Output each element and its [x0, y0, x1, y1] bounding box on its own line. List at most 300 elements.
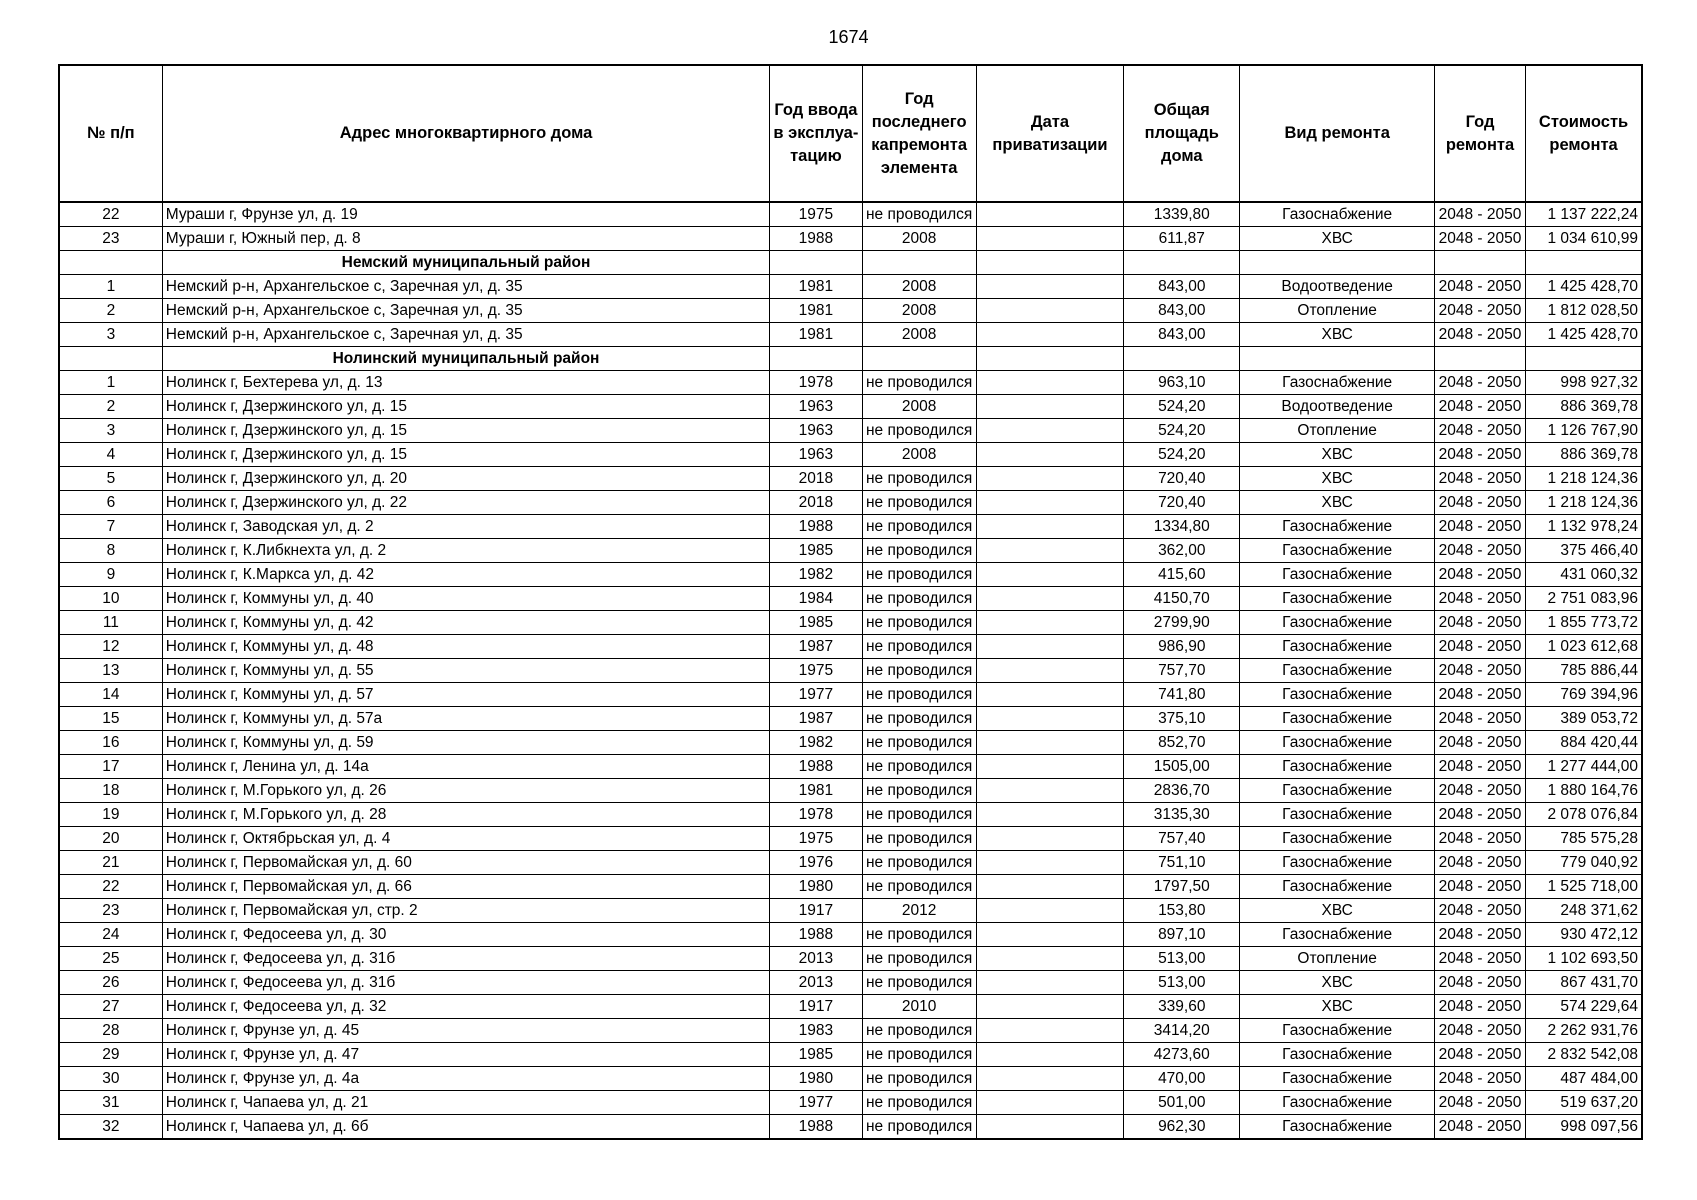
section-title: Нолинский муниципальный район: [162, 347, 770, 371]
cell-area: 1339,80: [1124, 202, 1240, 227]
cell-year-built: 1987: [770, 707, 862, 731]
cell-cost: 1 855 773,72: [1526, 611, 1642, 635]
cell-address: Нолинск г, Первомайская ул, стр. 2: [162, 899, 770, 923]
cell-privatization: [976, 539, 1123, 563]
table-row: [59, 515, 1642, 539]
empty-cell: [59, 251, 162, 275]
cell-privatization: [976, 275, 1123, 299]
cell-privatization: [976, 491, 1123, 515]
cell-num: 20: [59, 827, 162, 851]
cell-num: 8: [59, 539, 162, 563]
cell-repair-year: 2048 - 2050: [1434, 827, 1525, 851]
cell-privatization: [976, 395, 1123, 419]
cell-cost: 2 832 542,08: [1526, 1043, 1642, 1067]
cell-cost: 431 060,32: [1526, 563, 1642, 587]
cell-cost: 1 218 124,36: [1526, 491, 1642, 515]
cell-repair-year: 2048 - 2050: [1434, 659, 1525, 683]
table-row: [59, 707, 1642, 731]
cell-repair-year: 2048 - 2050: [1434, 635, 1525, 659]
cell-year-built: 1985: [770, 611, 862, 635]
empty-cell: [770, 347, 862, 371]
cell-repair-type: Газоснабжение: [1240, 707, 1434, 731]
cell-area: 375,10: [1124, 707, 1240, 731]
cell-last-repair: не проводился: [862, 1043, 976, 1067]
cell-repair-year: 2048 - 2050: [1434, 227, 1525, 251]
cell-repair-year: 2048 - 2050: [1434, 851, 1525, 875]
header-address: Адрес многоквартирного дома: [162, 65, 770, 202]
table-row: [59, 731, 1642, 755]
cell-year-built: 1978: [770, 803, 862, 827]
cell-num: 31: [59, 1091, 162, 1115]
cell-area: 741,80: [1124, 683, 1240, 707]
cell-repair-type: ХВС: [1240, 995, 1434, 1019]
cell-num: 22: [59, 202, 162, 227]
cell-repair-type: Газоснабжение: [1240, 683, 1434, 707]
cell-repair-type: Отопление: [1240, 419, 1434, 443]
cell-area: 524,20: [1124, 443, 1240, 467]
cell-privatization: [976, 635, 1123, 659]
cell-last-repair: не проводился: [862, 515, 976, 539]
cell-cost: 886 369,78: [1526, 443, 1642, 467]
cell-address: Нолинск г, Дзержинского ул, д. 15: [162, 395, 770, 419]
cell-area: 4273,60: [1124, 1043, 1240, 1067]
cell-address: Нолинск г, Федосеева ул, д. 30: [162, 923, 770, 947]
cell-cost: 389 053,72: [1526, 707, 1642, 731]
cell-area: 362,00: [1124, 539, 1240, 563]
cell-cost: 769 394,96: [1526, 683, 1642, 707]
cell-num: 28: [59, 1019, 162, 1043]
cell-last-repair: не проводился: [862, 467, 976, 491]
cell-num: 14: [59, 683, 162, 707]
cell-num: 19: [59, 803, 162, 827]
cell-privatization: [976, 899, 1123, 923]
cell-year-built: 1985: [770, 539, 862, 563]
table-row: [59, 635, 1642, 659]
cell-area: 415,60: [1124, 563, 1240, 587]
cell-year-built: 2018: [770, 467, 862, 491]
table-row: [59, 659, 1642, 683]
cell-area: 720,40: [1124, 491, 1240, 515]
cell-last-repair: 2008: [862, 275, 976, 299]
empty-cell: [1526, 251, 1642, 275]
cell-repair-type: Газоснабжение: [1240, 202, 1434, 227]
cell-num: 12: [59, 635, 162, 659]
cell-repair-type: ХВС: [1240, 467, 1434, 491]
cell-area: 339,60: [1124, 995, 1240, 1019]
cell-privatization: [976, 779, 1123, 803]
cell-num: 3: [59, 323, 162, 347]
cell-num: 21: [59, 851, 162, 875]
table-row: [59, 443, 1642, 467]
empty-cell: [1240, 251, 1434, 275]
cell-privatization: [976, 827, 1123, 851]
cell-address: Нолинск г, Заводская ул, д. 2: [162, 515, 770, 539]
cell-last-repair: не проводился: [862, 371, 976, 395]
cell-repair-type: Газоснабжение: [1240, 1115, 1434, 1140]
cell-privatization: [976, 995, 1123, 1019]
cell-last-repair: не проводился: [862, 635, 976, 659]
table-row: [59, 923, 1642, 947]
cell-last-repair: не проводился: [862, 851, 976, 875]
cell-year-built: 1963: [770, 443, 862, 467]
cell-repair-year: 2048 - 2050: [1434, 515, 1525, 539]
cell-privatization: [976, 707, 1123, 731]
cell-num: 25: [59, 947, 162, 971]
cell-year-built: 1985: [770, 1043, 862, 1067]
cell-num: 26: [59, 971, 162, 995]
cell-repair-type: Газоснабжение: [1240, 539, 1434, 563]
cell-repair-type: Газоснабжение: [1240, 875, 1434, 899]
table-row: [59, 563, 1642, 587]
empty-cell: [1434, 251, 1525, 275]
cell-last-repair: не проводился: [862, 1115, 976, 1140]
cell-repair-type: Газоснабжение: [1240, 1091, 1434, 1115]
cell-last-repair: не проводился: [862, 707, 976, 731]
cell-privatization: [976, 371, 1123, 395]
header-area: Общая площадь дома: [1124, 65, 1240, 202]
cell-address: Нолинск г, Коммуны ул, д. 57а: [162, 707, 770, 731]
cell-year-built: 1982: [770, 563, 862, 587]
cell-repair-type: Газоснабжение: [1240, 1043, 1434, 1067]
cell-repair-type: ХВС: [1240, 443, 1434, 467]
table-row: [59, 683, 1642, 707]
cell-year-built: 1975: [770, 827, 862, 851]
table-row: [59, 899, 1642, 923]
cell-year-built: 1988: [770, 923, 862, 947]
table-row: [59, 1091, 1642, 1115]
table-row: [59, 539, 1642, 563]
cell-last-repair: не проводился: [862, 611, 976, 635]
cell-address: Нолинск г, Дзержинского ул, д. 20: [162, 467, 770, 491]
cell-cost: 1 425 428,70: [1526, 323, 1642, 347]
table-row: [59, 419, 1642, 443]
cell-last-repair: 2012: [862, 899, 976, 923]
section-row: [59, 347, 1642, 371]
cell-address: Немский р-н, Архангельское с, Заречная ул, д. 35: [162, 275, 770, 299]
empty-cell: [862, 251, 976, 275]
cell-last-repair: не проводился: [862, 683, 976, 707]
cell-num: 13: [59, 659, 162, 683]
cell-repair-type: Водоотведение: [1240, 275, 1434, 299]
cell-num: 2: [59, 299, 162, 323]
cell-cost: 884 420,44: [1526, 731, 1642, 755]
cell-area: 897,10: [1124, 923, 1240, 947]
cell-year-built: 2018: [770, 491, 862, 515]
cell-area: 1334,80: [1124, 515, 1240, 539]
cell-cost: 487 484,00: [1526, 1067, 1642, 1091]
cell-num: 17: [59, 755, 162, 779]
cell-cost: 2 078 076,84: [1526, 803, 1642, 827]
cell-repair-type: ХВС: [1240, 971, 1434, 995]
cell-address: Нолинск г, Коммуны ул, д. 42: [162, 611, 770, 635]
cell-year-built: 1981: [770, 275, 862, 299]
cell-year-built: 1963: [770, 419, 862, 443]
cell-year-built: 1975: [770, 659, 862, 683]
empty-cell: [976, 347, 1123, 371]
cell-year-built: 1982: [770, 731, 862, 755]
table-row: [59, 202, 1642, 227]
cell-privatization: [976, 202, 1123, 227]
cell-repair-type: Газоснабжение: [1240, 635, 1434, 659]
cell-address: Нолинск г, Коммуны ул, д. 59: [162, 731, 770, 755]
cell-year-built: 1988: [770, 755, 862, 779]
cell-address: Нолинск г, М.Горького ул, д. 26: [162, 779, 770, 803]
cell-num: 9: [59, 563, 162, 587]
cell-repair-type: Газоснабжение: [1240, 371, 1434, 395]
cell-area: 843,00: [1124, 275, 1240, 299]
table-header: [59, 65, 1642, 202]
cell-privatization: [976, 563, 1123, 587]
table-row: [59, 971, 1642, 995]
cell-address: Нолинск г, Ленина ул, д. 14а: [162, 755, 770, 779]
table-row: [59, 875, 1642, 899]
cell-repair-year: 2048 - 2050: [1434, 419, 1525, 443]
cell-repair-type: Газоснабжение: [1240, 755, 1434, 779]
cell-area: 513,00: [1124, 947, 1240, 971]
cell-num: 22: [59, 875, 162, 899]
cell-repair-year: 2048 - 2050: [1434, 1091, 1525, 1115]
empty-cell: [1434, 347, 1525, 371]
cell-cost: 1 126 767,90: [1526, 419, 1642, 443]
table-row: [59, 611, 1642, 635]
cell-privatization: [976, 875, 1123, 899]
cell-last-repair: 2008: [862, 443, 976, 467]
table-row: [59, 755, 1642, 779]
cell-num: 24: [59, 923, 162, 947]
cell-year-built: 1975: [770, 202, 862, 227]
cell-privatization: [976, 467, 1123, 491]
cell-area: 3414,20: [1124, 1019, 1240, 1043]
cell-cost: 1 525 718,00: [1526, 875, 1642, 899]
cell-year-built: 1977: [770, 683, 862, 707]
cell-year-built: 1983: [770, 1019, 862, 1043]
cell-privatization: [976, 515, 1123, 539]
table-row: [59, 779, 1642, 803]
cell-address: Немский р-н, Архангельское с, Заречная ул, д. 35: [162, 299, 770, 323]
table-row: [59, 851, 1642, 875]
repair-table: [58, 64, 1643, 1140]
cell-cost: 2 751 083,96: [1526, 587, 1642, 611]
cell-area: 153,80: [1124, 899, 1240, 923]
cell-num: 23: [59, 899, 162, 923]
cell-year-built: 1988: [770, 515, 862, 539]
cell-cost: 1 132 978,24: [1526, 515, 1642, 539]
cell-repair-year: 2048 - 2050: [1434, 995, 1525, 1019]
cell-year-built: 1981: [770, 299, 862, 323]
cell-num: 1: [59, 371, 162, 395]
cell-cost: 248 371,62: [1526, 899, 1642, 923]
cell-privatization: [976, 299, 1123, 323]
cell-privatization: [976, 947, 1123, 971]
cell-last-repair: не проводился: [862, 563, 976, 587]
cell-last-repair: не проводился: [862, 1091, 976, 1115]
table-row: [59, 491, 1642, 515]
cell-address: Нолинск г, Дзержинского ул, д. 15: [162, 443, 770, 467]
cell-cost: 1 277 444,00: [1526, 755, 1642, 779]
cell-address: Нолинск г, Федосеева ул, д. 31б: [162, 947, 770, 971]
cell-repair-type: Газоснабжение: [1240, 515, 1434, 539]
cell-area: 3135,30: [1124, 803, 1240, 827]
table-row: [59, 995, 1642, 1019]
cell-num: 18: [59, 779, 162, 803]
cell-repair-year: 2048 - 2050: [1434, 803, 1525, 827]
cell-cost: 1 218 124,36: [1526, 467, 1642, 491]
cell-repair-year: 2048 - 2050: [1434, 467, 1525, 491]
cell-repair-type: Газоснабжение: [1240, 1019, 1434, 1043]
header-year-built: Год ввода в эксплуа-тацию: [770, 65, 862, 202]
table-row: [59, 1115, 1642, 1140]
cell-repair-type: Отопление: [1240, 299, 1434, 323]
cell-privatization: [976, 419, 1123, 443]
cell-privatization: [976, 683, 1123, 707]
cell-repair-year: 2048 - 2050: [1434, 755, 1525, 779]
cell-repair-year: 2048 - 2050: [1434, 563, 1525, 587]
cell-repair-year: 2048 - 2050: [1434, 779, 1525, 803]
cell-last-repair: не проводился: [862, 731, 976, 755]
table-row: [59, 1043, 1642, 1067]
cell-repair-type: Газоснабжение: [1240, 851, 1434, 875]
cell-address: Немский р-н, Архангельское с, Заречная ул, д. 35: [162, 323, 770, 347]
cell-year-built: 1987: [770, 635, 862, 659]
cell-repair-type: ХВС: [1240, 323, 1434, 347]
cell-repair-type: Водоотведение: [1240, 395, 1434, 419]
cell-address: Нолинск г, Бехтерева ул, д. 13: [162, 371, 770, 395]
cell-num: 16: [59, 731, 162, 755]
cell-area: 524,20: [1124, 419, 1240, 443]
cell-last-repair: не проводился: [862, 923, 976, 947]
cell-last-repair: не проводился: [862, 827, 976, 851]
cell-num: 30: [59, 1067, 162, 1091]
table-row: [59, 947, 1642, 971]
cell-area: 470,00: [1124, 1067, 1240, 1091]
cell-repair-year: 2048 - 2050: [1434, 323, 1525, 347]
cell-privatization: [976, 1091, 1123, 1115]
table-row: [59, 587, 1642, 611]
cell-repair-year: 2048 - 2050: [1434, 299, 1525, 323]
cell-num: 10: [59, 587, 162, 611]
cell-year-built: 2013: [770, 947, 862, 971]
table-row: [59, 467, 1642, 491]
cell-address: Нолинск г, М.Горького ул, д. 28: [162, 803, 770, 827]
cell-address: Нолинск г, Коммуны ул, д. 48: [162, 635, 770, 659]
cell-address: Нолинск г, Фрунзе ул, д. 45: [162, 1019, 770, 1043]
cell-repair-year: 2048 - 2050: [1434, 491, 1525, 515]
cell-area: 1797,50: [1124, 875, 1240, 899]
cell-repair-year: 2048 - 2050: [1434, 731, 1525, 755]
cell-cost: 785 886,44: [1526, 659, 1642, 683]
cell-num: 3: [59, 419, 162, 443]
cell-repair-year: 2048 - 2050: [1434, 683, 1525, 707]
cell-address: Нолинск г, Коммуны ул, д. 57: [162, 683, 770, 707]
cell-address: Нолинск г, Фрунзе ул, д. 4а: [162, 1067, 770, 1091]
cell-year-built: 1988: [770, 1115, 862, 1140]
cell-repair-type: Газоснабжение: [1240, 563, 1434, 587]
cell-num: 7: [59, 515, 162, 539]
cell-repair-type: ХВС: [1240, 491, 1434, 515]
cell-privatization: [976, 611, 1123, 635]
cell-last-repair: 2008: [862, 323, 976, 347]
cell-last-repair: не проводился: [862, 875, 976, 899]
cell-repair-type: Газоснабжение: [1240, 731, 1434, 755]
cell-area: 962,30: [1124, 1115, 1240, 1140]
cell-privatization: [976, 659, 1123, 683]
cell-num: 1: [59, 275, 162, 299]
cell-last-repair: не проводился: [862, 1019, 976, 1043]
cell-last-repair: не проводился: [862, 803, 976, 827]
cell-address: Нолинск г, Первомайская ул, д. 60: [162, 851, 770, 875]
cell-repair-year: 2048 - 2050: [1434, 202, 1525, 227]
cell-privatization: [976, 227, 1123, 251]
cell-last-repair: не проводился: [862, 779, 976, 803]
table-row: [59, 827, 1642, 851]
header-privatization: Дата приватизации: [976, 65, 1123, 202]
cell-address: Нолинск г, К.Либкнехта ул, д. 2: [162, 539, 770, 563]
cell-cost: 886 369,78: [1526, 395, 1642, 419]
cell-repair-type: Газоснабжение: [1240, 611, 1434, 635]
cell-repair-type: Газоснабжение: [1240, 827, 1434, 851]
cell-cost: 519 637,20: [1526, 1091, 1642, 1115]
table-row: [59, 803, 1642, 827]
cell-address: Нолинск г, Октябрьская ул, д. 4: [162, 827, 770, 851]
cell-privatization: [976, 971, 1123, 995]
empty-cell: [770, 251, 862, 275]
cell-repair-year: 2048 - 2050: [1434, 611, 1525, 635]
table-row: [59, 395, 1642, 419]
cell-area: 751,10: [1124, 851, 1240, 875]
cell-area: 986,90: [1124, 635, 1240, 659]
cell-last-repair: не проводился: [862, 539, 976, 563]
cell-last-repair: не проводился: [862, 947, 976, 971]
cell-last-repair: не проводился: [862, 202, 976, 227]
cell-year-built: 1981: [770, 779, 862, 803]
empty-cell: [1124, 347, 1240, 371]
cell-repair-type: ХВС: [1240, 899, 1434, 923]
cell-repair-year: 2048 - 2050: [1434, 371, 1525, 395]
cell-privatization: [976, 587, 1123, 611]
cell-repair-type: Газоснабжение: [1240, 923, 1434, 947]
cell-address: Нолинск г, Дзержинского ул, д. 15: [162, 419, 770, 443]
empty-cell: [862, 347, 976, 371]
cell-num: 23: [59, 227, 162, 251]
table-row: [59, 323, 1642, 347]
cell-num: 29: [59, 1043, 162, 1067]
cell-address: Нолинск г, Первомайская ул, д. 66: [162, 875, 770, 899]
cell-cost: 1 137 222,24: [1526, 202, 1642, 227]
cell-area: 611,87: [1124, 227, 1240, 251]
cell-address: Мураши г, Южный пер, д. 8: [162, 227, 770, 251]
cell-repair-year: 2048 - 2050: [1434, 899, 1525, 923]
cell-repair-year: 2048 - 2050: [1434, 923, 1525, 947]
header-last-repair: Год последнего капремонта элемента: [862, 65, 976, 202]
empty-cell: [1124, 251, 1240, 275]
cell-cost: 1 023 612,68: [1526, 635, 1642, 659]
cell-address: Нолинск г, Федосеева ул, д. 32: [162, 995, 770, 1019]
cell-privatization: [976, 731, 1123, 755]
cell-cost: 1 812 028,50: [1526, 299, 1642, 323]
header-cost: Стоимость ремонта: [1526, 65, 1642, 202]
cell-address: Нолинск г, Чапаева ул, д. 6б: [162, 1115, 770, 1140]
cell-cost: 2 262 931,76: [1526, 1019, 1642, 1043]
cell-year-built: 2013: [770, 971, 862, 995]
cell-address: Нолинск г, Дзержинского ул, д. 22: [162, 491, 770, 515]
cell-privatization: [976, 755, 1123, 779]
cell-year-built: 1963: [770, 395, 862, 419]
cell-address: Нолинск г, К.Маркса ул, д. 42: [162, 563, 770, 587]
cell-num: 27: [59, 995, 162, 1019]
cell-num: 4: [59, 443, 162, 467]
cell-repair-year: 2048 - 2050: [1434, 1043, 1525, 1067]
cell-area: 757,40: [1124, 827, 1240, 851]
